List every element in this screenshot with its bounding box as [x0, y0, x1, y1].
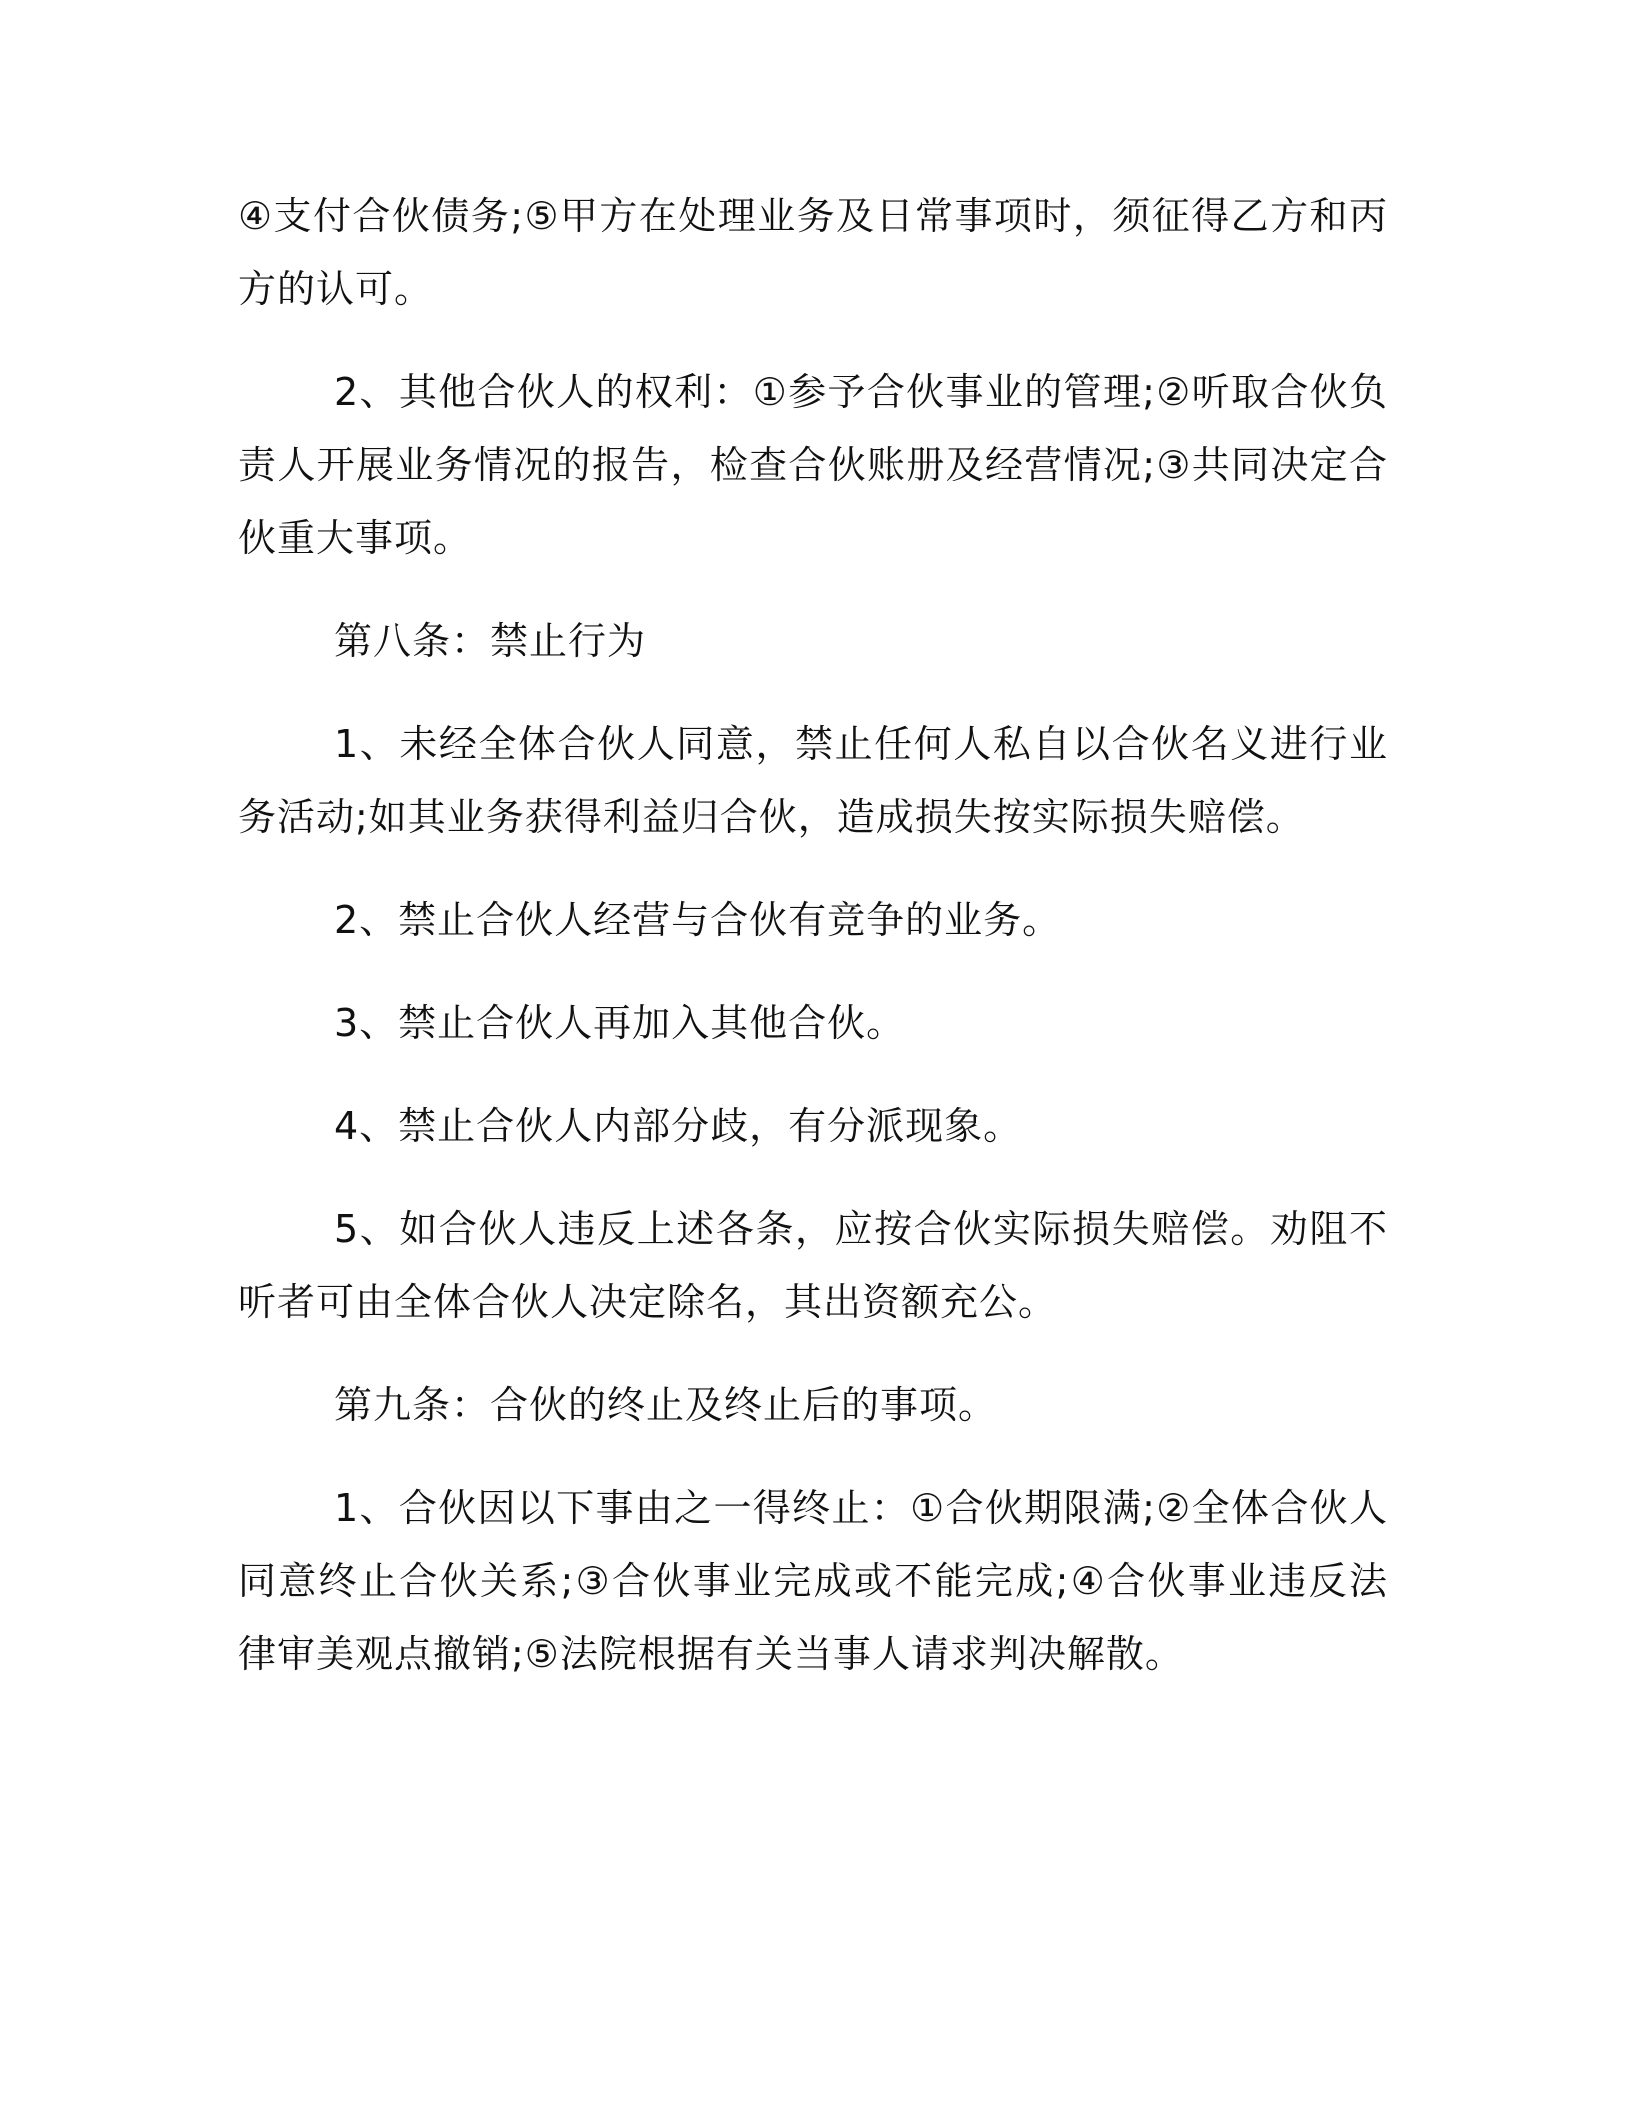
article-9-heading: 第九条：合伙的终止及终止后的事项。: [334, 1383, 998, 1427]
document-body: [238, 180, 1388, 1721]
paragraph-prohibition-5: 5、如合伙人违反上述各条，应按合伙实际损失赔偿。劝阻不听者可由全体合伙人决定除名，其出资额充公。: [238, 1207, 1388, 1324]
paragraph-prohibition-1: 1、未经全体合伙人同意，禁止任何人私自以合伙名义进行业务活动;如其业务获得利益归合伙，造成损失按实际损失赔偿。: [238, 722, 1388, 839]
article-8-heading: 第八条：禁止行为: [334, 619, 647, 663]
paragraph-prohibition-4: 4、禁止合伙人内部分歧，有分派现象。: [334, 1104, 1023, 1148]
paragraph-partner-rights: 2、其他合伙人的权利：①参予合伙事业的管理;②听取合伙负责人开展业务情况的报告，检查合伙账册及经营情况;③共同决定合伙重大事项。: [238, 370, 1388, 560]
paragraph-termination-1: 1、合伙因以下事由之一得终止：①合伙期限满;②全体合伙人同意终止合伙关系;③合伙事业完成或不能完成;④合伙事业违反法律审美观点撤销;⑤法院根据有关当事人请求判决解散。: [238, 1486, 1388, 1676]
paragraph-debt-continuation: ④支付合伙债务;⑤甲方在处理业务及日常事项时，须征得乙方和丙方的认可。: [238, 194, 1388, 311]
paragraph-prohibition-3: 3、禁止合伙人再加入其他合伙。: [334, 1001, 906, 1045]
paragraph-prohibition-2: 2、禁止合伙人经营与合伙有竞争的业务。: [334, 898, 1062, 942]
